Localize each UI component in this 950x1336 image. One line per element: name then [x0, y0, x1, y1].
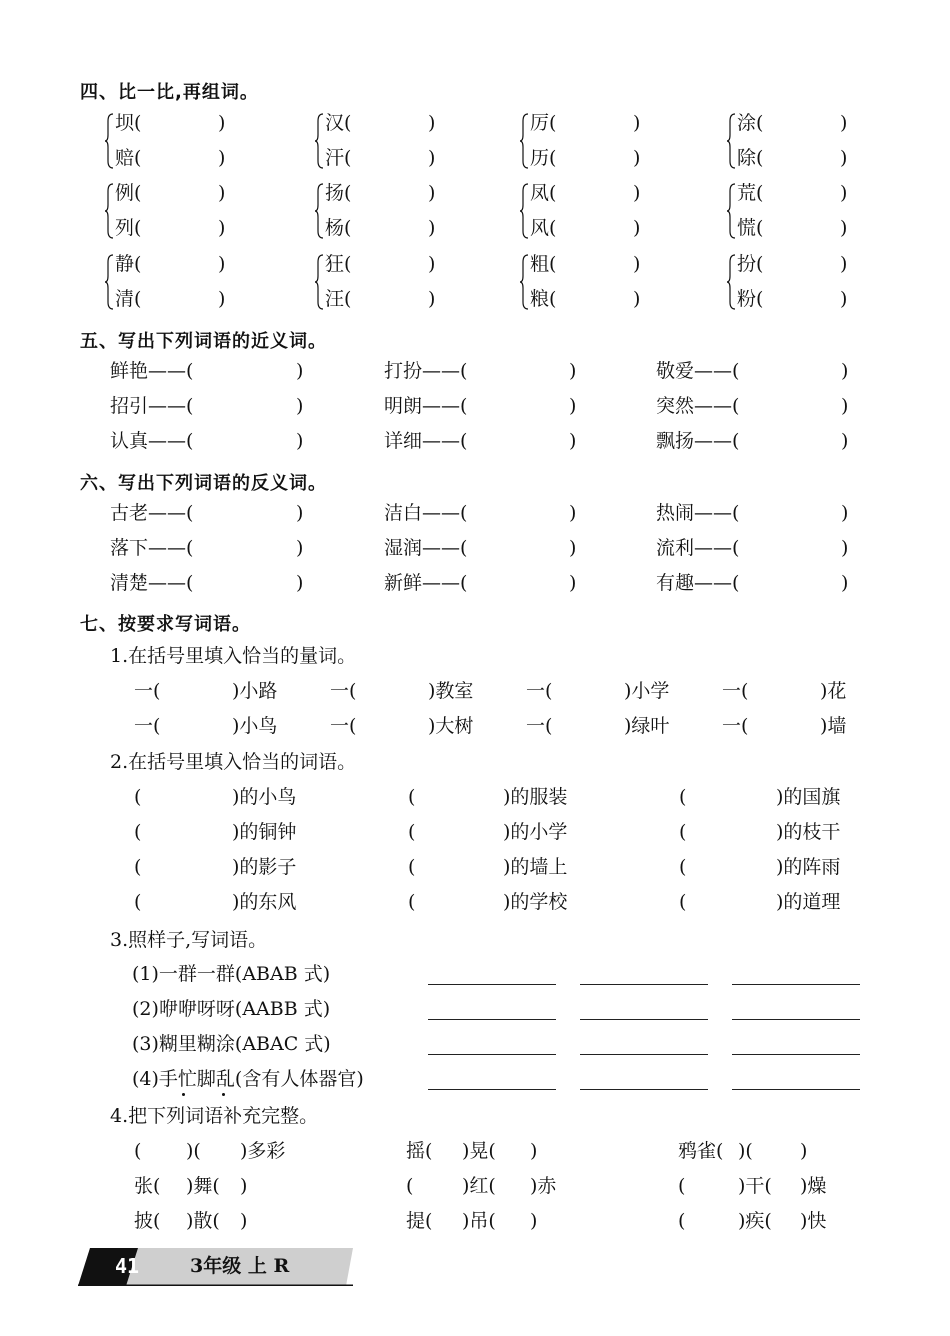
phrase-cell: ( [408, 786, 416, 808]
phrase-cell: ( [408, 856, 416, 878]
idiom-cell: )( [738, 1140, 753, 1162]
section-5-title: 五、写出下列词语的近义词。 [80, 331, 327, 352]
compare-word: 静( [115, 253, 142, 275]
compare-word: 扮( [737, 253, 764, 275]
phrase-cell: )的铜钟 [232, 821, 297, 843]
measure-word-cell: )绿叶 [624, 715, 670, 737]
compare-word: 粉( [737, 288, 764, 310]
pattern-example: (1)一群一群(ABAB 式) [132, 963, 331, 985]
idiom-cell: 摇( [406, 1140, 433, 1162]
compare-word: 粗( [530, 253, 557, 275]
measure-word-cell: )教室 [428, 680, 474, 702]
phrase-cell: ( [408, 821, 416, 843]
close-paren: ) [633, 288, 641, 310]
measure-word-cell: 一( [134, 680, 161, 702]
answer-line[interactable] [428, 984, 556, 985]
answer-line[interactable] [580, 1019, 708, 1020]
answer-line[interactable] [732, 1054, 860, 1055]
compare-word: 狂( [325, 253, 352, 275]
phrase-cell: ( [679, 786, 687, 808]
brace-icon [726, 254, 736, 310]
section-4-title: 四、比一比,再组词。 [80, 82, 259, 103]
idiom-cell: ( [678, 1210, 686, 1232]
measure-word-cell: 一( [526, 680, 553, 702]
idiom-cell: ) [800, 1140, 808, 1162]
word-pair: 详细——( [384, 430, 468, 452]
phrase-cell: )的阵雨 [776, 856, 841, 878]
close-paren: ) [428, 182, 436, 204]
close-paren: ) [218, 253, 226, 275]
brace-icon [104, 113, 114, 169]
answer-line[interactable] [732, 1019, 860, 1020]
close-paren: ) [840, 217, 848, 239]
measure-word-cell: )小鸟 [232, 715, 278, 737]
word-pair: 清楚——( [110, 572, 194, 594]
close-paren: ) [218, 112, 226, 134]
close-paren: ) [569, 537, 577, 559]
word-pair: 敬爱——( [656, 360, 740, 382]
compare-word: 凤( [530, 182, 557, 204]
close-paren: ) [633, 182, 641, 204]
idiom-cell: 披( [134, 1210, 161, 1232]
idiom-cell: )多彩 [240, 1140, 286, 1162]
q4-label: 4.把下列词语补充完整。 [110, 1105, 319, 1127]
idiom-cell: )红( [462, 1175, 496, 1197]
answer-line[interactable] [580, 984, 708, 985]
close-paren: ) [841, 537, 849, 559]
close-paren: ) [218, 182, 226, 204]
brace-icon [104, 254, 114, 310]
answer-line[interactable] [428, 1054, 556, 1055]
idiom-cell: 鸦雀( [678, 1140, 724, 1162]
compare-word: 汪( [325, 288, 352, 310]
idiom-cell: )晃( [462, 1140, 496, 1162]
measure-word-cell: 一( [134, 715, 161, 737]
phrase-cell: )的东风 [232, 891, 297, 913]
compare-word: 除( [737, 147, 764, 169]
idiom-cell: )赤 [530, 1175, 557, 1197]
compare-word: 历( [530, 147, 557, 169]
compare-word: 赔( [115, 147, 142, 169]
section-7-title: 七、按要求写词语。 [80, 614, 251, 635]
compare-word: 汉( [325, 112, 352, 134]
emphasis-dot [182, 1093, 185, 1096]
word-pair: 明朗——( [384, 395, 468, 417]
close-paren: ) [296, 360, 304, 382]
brace-icon [519, 254, 529, 310]
close-paren: ) [840, 147, 848, 169]
close-paren: ) [428, 147, 436, 169]
word-pair: 流利——( [656, 537, 740, 559]
brace-icon [104, 183, 114, 239]
phrase-cell: )的小学 [503, 821, 568, 843]
phrase-cell: ( [408, 891, 416, 913]
measure-word-cell: )小学 [624, 680, 670, 702]
measure-word-cell: )花 [820, 680, 847, 702]
compare-word: 荒( [737, 182, 764, 204]
idiom-cell: 提( [406, 1210, 433, 1232]
section-6-title: 六、写出下列词语的反义词。 [80, 473, 327, 494]
phrase-cell: )的道理 [776, 891, 841, 913]
close-paren: ) [428, 112, 436, 134]
brace-icon [314, 254, 324, 310]
compare-word: 慌( [737, 217, 764, 239]
compare-word: 粮( [530, 288, 557, 310]
brace-icon [519, 113, 529, 169]
phrase-cell: ( [134, 856, 142, 878]
compare-word: 扬( [325, 182, 352, 204]
close-paren: ) [428, 217, 436, 239]
close-paren: ) [840, 182, 848, 204]
compare-word: 厉( [530, 112, 557, 134]
phrase-cell: )的墙上 [503, 856, 568, 878]
idiom-cell: ) [240, 1210, 248, 1232]
close-paren: ) [841, 360, 849, 382]
idiom-cell: ) [530, 1210, 538, 1232]
phrase-cell: )的枝干 [776, 821, 841, 843]
close-paren: ) [841, 572, 849, 594]
measure-word-cell: )墙 [820, 715, 847, 737]
phrase-cell: )的小鸟 [232, 786, 297, 808]
brace-icon [726, 183, 736, 239]
close-paren: ) [569, 430, 577, 452]
measure-word-cell: 一( [526, 715, 553, 737]
close-paren: ) [841, 502, 849, 524]
word-pair: 认真——( [110, 430, 194, 452]
phrase-cell: ( [134, 821, 142, 843]
idiom-cell: )干( [738, 1175, 772, 1197]
word-pair: 落下——( [110, 537, 194, 559]
close-paren: ) [218, 217, 226, 239]
idiom-cell: ( [406, 1175, 414, 1197]
q3-label: 3.照样子,写词语。 [110, 929, 268, 951]
compare-word: 清( [115, 288, 142, 310]
word-pair: 新鲜——( [384, 572, 468, 594]
word-pair: 打扮——( [384, 360, 468, 382]
close-paren: ) [840, 112, 848, 134]
pattern-example: (2)咿咿呀呀(AABB 式) [132, 998, 331, 1020]
answer-line[interactable] [580, 1054, 708, 1055]
close-paren: ) [218, 288, 226, 310]
close-paren: ) [840, 253, 848, 275]
answer-line[interactable] [428, 1019, 556, 1020]
answer-line[interactable] [580, 1089, 708, 1090]
compare-word: 列( [115, 217, 142, 239]
compare-word: 坝( [115, 112, 142, 134]
word-pair: 招引——( [110, 395, 194, 417]
compare-word: 例( [115, 182, 142, 204]
close-paren: ) [428, 288, 436, 310]
phrase-cell: )的国旗 [776, 786, 841, 808]
close-paren: ) [296, 502, 304, 524]
phrase-cell: )的服装 [503, 786, 568, 808]
close-paren: ) [633, 253, 641, 275]
word-pair: 飘扬——( [656, 430, 740, 452]
compare-word: 涂( [737, 112, 764, 134]
close-paren: ) [633, 112, 641, 134]
idiom-cell: )( [186, 1140, 201, 1162]
close-paren: ) [296, 537, 304, 559]
idiom-cell: )舞( [186, 1175, 220, 1197]
idiom-cell: ) [240, 1175, 248, 1197]
idiom-cell: )快 [800, 1210, 827, 1232]
word-pair: 突然——( [656, 395, 740, 417]
close-paren: ) [296, 430, 304, 452]
measure-word-cell: 一( [722, 680, 749, 702]
close-paren: ) [569, 360, 577, 382]
phrase-cell: ( [134, 891, 142, 913]
close-paren: ) [296, 572, 304, 594]
phrase-cell: ( [679, 856, 687, 878]
close-paren: ) [428, 253, 436, 275]
measure-word-cell: 一( [330, 680, 357, 702]
word-pair: 古老——( [110, 502, 194, 524]
brace-icon [519, 183, 529, 239]
idiom-cell: 张( [134, 1175, 161, 1197]
close-paren: ) [841, 430, 849, 452]
brace-icon [726, 113, 736, 169]
phrase-cell: )的学校 [503, 891, 568, 913]
word-pair: 有趣——( [656, 572, 740, 594]
phrase-cell: ( [134, 786, 142, 808]
word-pair: 热闹——( [656, 502, 740, 524]
answer-line[interactable] [732, 1089, 860, 1090]
close-paren: ) [840, 288, 848, 310]
idiom-cell: ) [530, 1140, 538, 1162]
q2-label: 2.在括号里填入恰当的词语。 [110, 751, 357, 773]
phrase-cell: ( [679, 891, 687, 913]
close-paren: ) [633, 217, 641, 239]
close-paren: ) [569, 395, 577, 417]
word-pair: 鲜艳——( [110, 360, 194, 382]
idiom-cell: )燥 [800, 1175, 827, 1197]
idiom-cell: ( [678, 1175, 686, 1197]
brace-icon [314, 113, 324, 169]
close-paren: ) [841, 395, 849, 417]
pattern-example: (4)手忙脚乱(含有人体器官) [132, 1068, 364, 1090]
close-paren: ) [218, 147, 226, 169]
close-paren: ) [569, 572, 577, 594]
compare-word: 汗( [325, 147, 352, 169]
brace-icon [314, 183, 324, 239]
close-paren: ) [633, 147, 641, 169]
phrase-cell: )的影子 [232, 856, 297, 878]
phrase-cell: ( [679, 821, 687, 843]
close-paren: ) [296, 395, 304, 417]
measure-word-cell: )大树 [428, 715, 474, 737]
idiom-cell: )吊( [462, 1210, 496, 1232]
pattern-example: (3)糊里糊涂(ABAC 式) [132, 1033, 331, 1055]
word-pair: 湿润——( [384, 537, 468, 559]
answer-line[interactable] [428, 1089, 556, 1090]
page-number: 41 [115, 1254, 140, 1278]
idiom-cell: )散( [186, 1210, 220, 1232]
idiom-cell: ( [134, 1140, 142, 1162]
word-pair: 洁白——( [384, 502, 468, 524]
q1-label: 1.在括号里填入恰当的量词。 [110, 645, 357, 667]
compare-word: 风( [530, 217, 557, 239]
answer-line[interactable] [732, 984, 860, 985]
idiom-cell: )疾( [738, 1210, 772, 1232]
close-paren: ) [569, 502, 577, 524]
measure-word-cell: 一( [722, 715, 749, 737]
emphasis-dot [222, 1093, 225, 1096]
measure-word-cell: 一( [330, 715, 357, 737]
compare-word: 杨( [325, 217, 352, 239]
measure-word-cell: )小路 [232, 680, 278, 702]
grade-label: 3年级 上 R [190, 1255, 290, 1277]
